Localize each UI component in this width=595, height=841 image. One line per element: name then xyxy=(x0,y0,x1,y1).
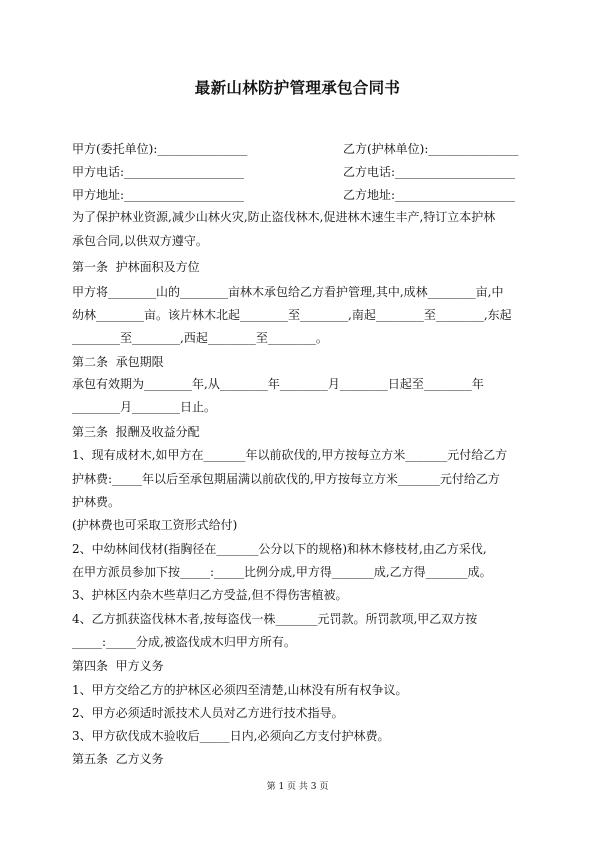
preamble-line: 承包合同,以供双方遵守。 xyxy=(72,234,208,248)
preamble-line: 为了保护林业资源,减少山林火灾,防止盗伐林木,促进林木速生丰产,特订立本护林 xyxy=(72,210,496,224)
article2-heading: 第二条 承包期限 xyxy=(72,355,164,369)
party-a-address: 甲方地址:____________________ xyxy=(72,188,245,202)
article3-line: (护林费也可采取工资形式给付) xyxy=(72,518,238,532)
article4-line: 1、甲方交给乙方的护林区必须四至清楚,山林没有所有权争议。 xyxy=(72,683,408,697)
article3-line: 3、护林区内杂木些草归乙方受益,但不得伤害植被。 xyxy=(72,588,348,602)
article1-line: 甲方将________山的________亩林木承包给乙方看护管理,其中,成林________亩,中 xyxy=(72,285,504,299)
party-b-unit: 乙方(护林单位):_______________ xyxy=(343,142,519,156)
party-b-address: 乙方地址:____________________ xyxy=(343,188,516,202)
party-b-phone: 乙方电话:____________________ xyxy=(343,165,516,179)
document-title: 最新山林防护管理承包合同书 xyxy=(194,79,401,97)
party-a-phone: 甲方电话:____________________ xyxy=(72,165,245,179)
article3-line: 1、现有成材木,如甲方在_______年以前砍伐的,甲方按每立方米_______元付给乙方 xyxy=(72,448,508,462)
article3-heading: 第三条 报酬及收益分配 xyxy=(72,425,200,439)
article5-heading: 第五条 乙方义务 xyxy=(72,752,164,766)
article3-line: 4、乙方抓获盗伐林木者,按每盗伐一株_______元罚款。所罚款项,甲乙双方按 xyxy=(72,612,478,626)
article3-line: 护林费:_____年以后至承包期届满以前砍伐的,甲方按每立方米_______元付给乙方 xyxy=(72,472,500,486)
article3-line: 在甲方派员参加下按_____:_____比例分成,甲方得_______成,乙方得_______成。 xyxy=(72,565,492,579)
article1-heading: 第一条 护林面积及方位 xyxy=(72,260,200,274)
article4-line: 3、甲方砍伐成木验收后_____日内,必须向乙方支付护林费。 xyxy=(72,729,390,743)
article4-heading: 第四条 甲方义务 xyxy=(72,659,164,673)
article4-line: 2、甲方必须适时派技术人员对乙方进行技术指导。 xyxy=(72,706,344,720)
article1-line: 幼林________亩。该片林木北起________至________,南起________至________,东起 xyxy=(72,308,512,322)
page-footer: 第 1 页 共 3 页 xyxy=(266,782,329,792)
article3-line: _____:_____分成,被盗伐成木归甲方所有。 xyxy=(72,635,296,649)
article2-line: 承包有效期为________年,从________年________月________日起至________年 xyxy=(72,377,484,391)
article2-line: ________月________日止。 xyxy=(72,400,217,414)
article3-line: 护林费。 xyxy=(72,495,121,509)
article3-line: 2、中幼林间伐材(指胸径在_______公分以下的规格)和林木修枝材,由乙方采伐, xyxy=(72,542,487,556)
article1-line: ________至________,西起________至________。 xyxy=(72,331,328,345)
party-a-unit: 甲方(委托单位):_______________ xyxy=(72,142,248,156)
